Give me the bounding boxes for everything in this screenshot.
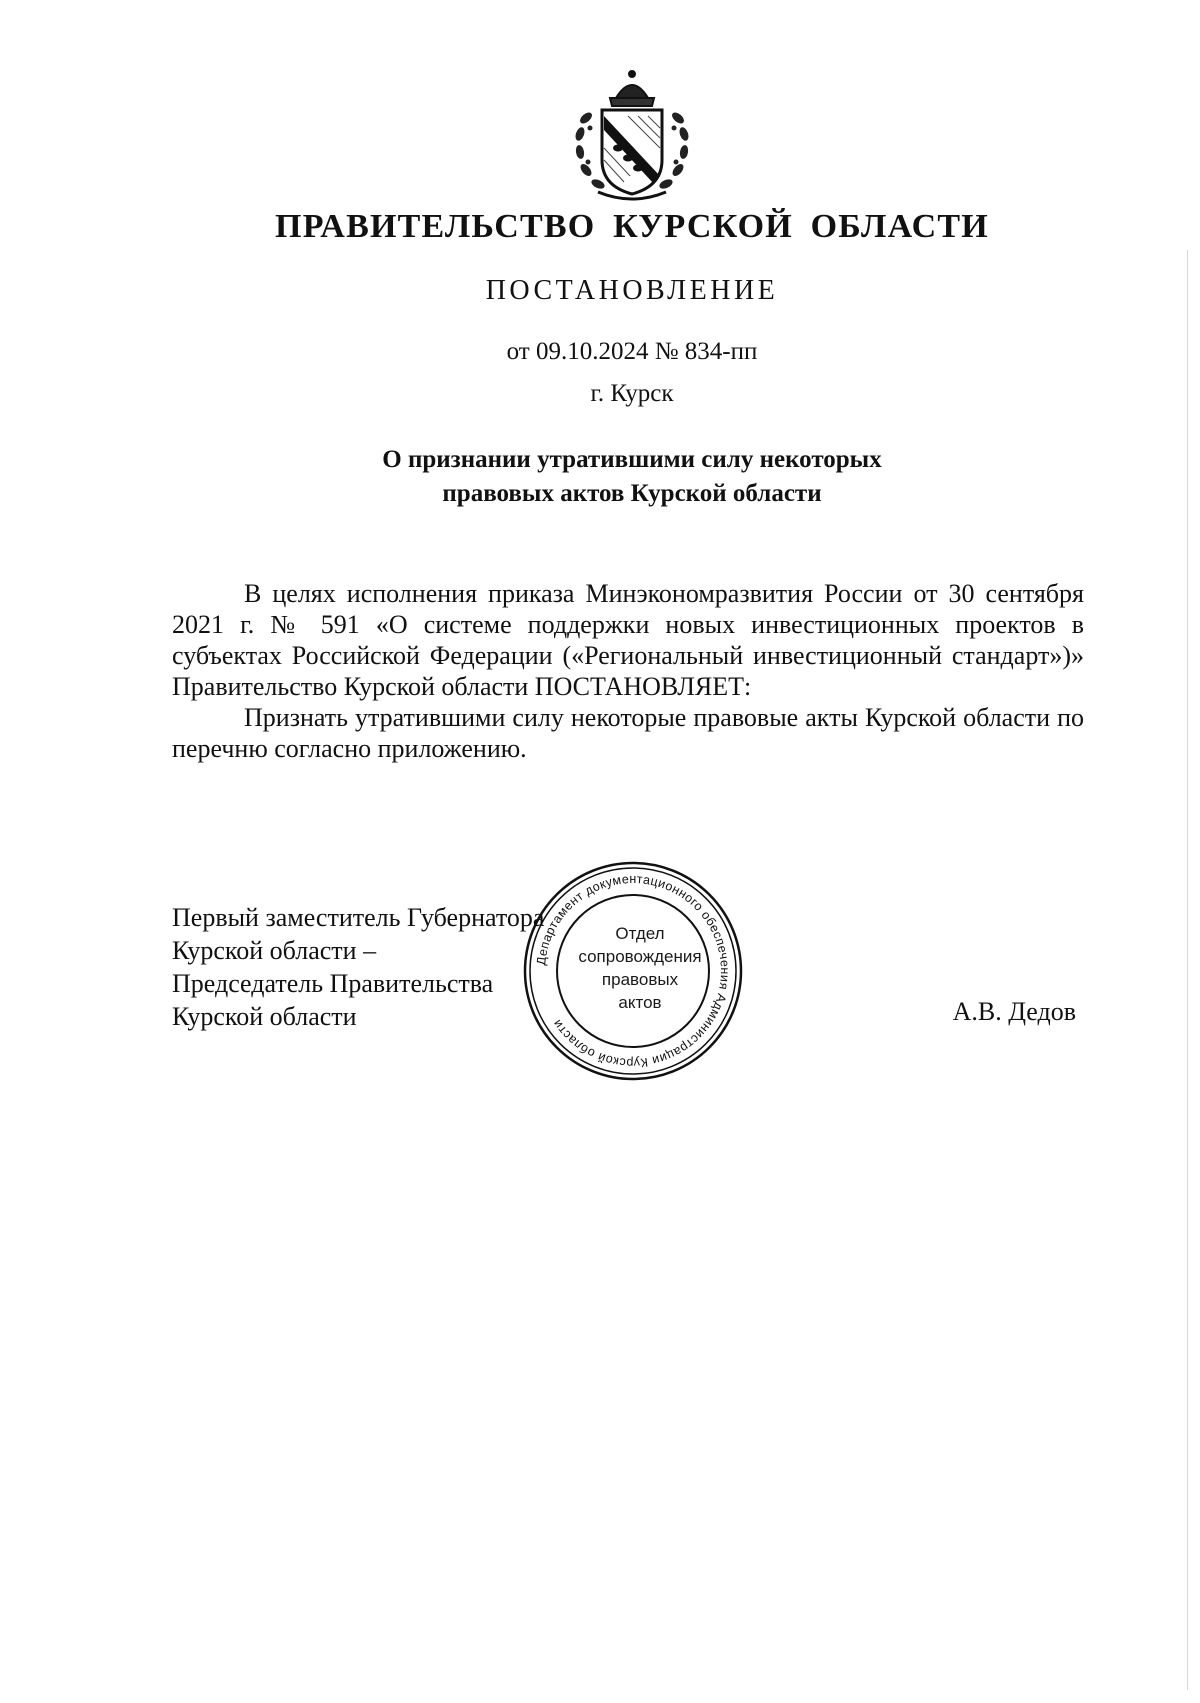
signer-title — [172, 901, 544, 1033]
signer-line-2: Курской области – — [172, 936, 377, 965]
stamp-line-4: актов — [618, 993, 662, 1012]
stamp-line-3: правовых — [601, 970, 679, 989]
signer-line-1: Первый заместитель Губернатора — [172, 903, 545, 932]
subject-line-2: правовых актов Курской области — [442, 480, 822, 507]
document-number: от 09.10.2024 № 834-пп — [506, 338, 758, 365]
document-body — [172, 578, 1084, 764]
body-paragraph-2: Признать утратившими силу некоторые правовые акты Курской области по перечню согласно приложению. — [172, 703, 1084, 763]
scan-edge-line — [1187, 250, 1188, 1690]
stamp-inner-text — [565, 922, 715, 1014]
stamp-line-2: сопровождения — [578, 947, 702, 966]
signer-line-4: Курской области — [172, 1002, 357, 1031]
signer-line-3: Председатель Правительства — [172, 969, 494, 998]
body-paragraph-1: В целях исполнения приказа Минэкономразвития России от 30 сентября 2021 г. № 591 «О системе поддержки новых инвестиционных проектов в субъектах Российской Федерации («Региональный инвестиционный стандарт»)» Правительство Курской области ПОСТАНОВЛЯЕТ: — [172, 579, 1084, 701]
government-title: ПРАВИТЕЛЬСТВО КУРСКОЙ ОБЛАСТИ — [275, 208, 989, 245]
subject-line-1: О признании утратившими силу некоторых — [382, 446, 882, 473]
signer-name: А.В. Дедов — [952, 997, 1076, 1026]
stamp-ring-text: Департамент документационного обеспечения Администрации Курской области — [534, 871, 733, 1071]
document-type: ПОСТАНОВЛЕНИЕ — [485, 275, 779, 306]
document-city: г. Курск — [590, 380, 674, 407]
stamp-line-1: Отдел — [615, 924, 665, 943]
kursk-coat-of-arms-icon — [568, 68, 696, 206]
document-subject — [200, 443, 1064, 511]
